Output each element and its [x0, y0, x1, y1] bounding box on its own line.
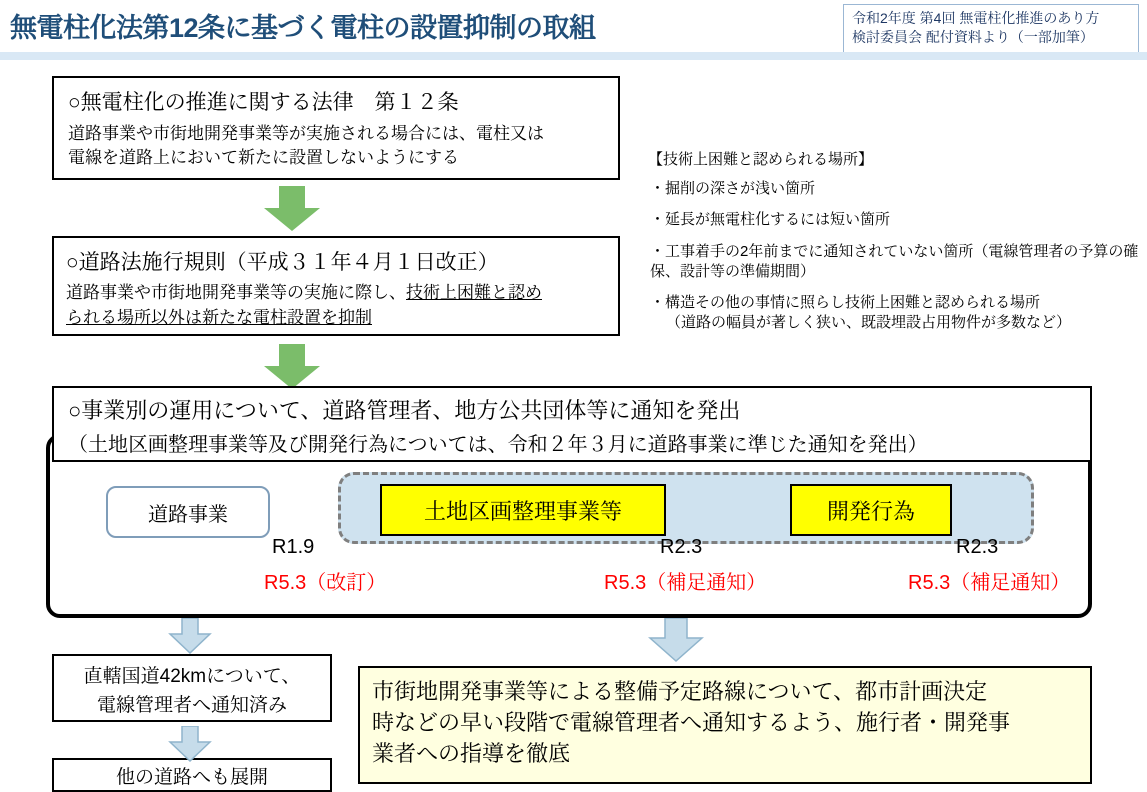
rule-body-underline-1: 技術上困難と認め	[406, 283, 542, 302]
project-land-readjustment-label: 土地区画整理事業等	[423, 498, 622, 524]
law-article-body-line-1: 道路事業や市街地開発事業等が実施される場合には、電柱又は	[68, 124, 544, 143]
guidance-summary-box	[358, 666, 1092, 784]
project-road-label: 道路事業	[148, 503, 228, 526]
project-road-revision: R5.3（改訂）	[264, 572, 387, 594]
source-line-1: 令和2年度 第4回 無電柱化推進のあり方	[852, 10, 1100, 26]
technical-difficulty-item: ・延長が無電柱化するには短い箇所	[650, 211, 891, 229]
technical-difficulty-item: ・工事着手の2年前までに通知されていない箇所（電線管理者の予算の確保、設計等の準備期間）	[650, 242, 1139, 280]
rule-body-underline-2: られる場所以外は新たな電柱設置を抑制	[66, 307, 372, 327]
law-article-body-line-2: 電線を道路上において新たに設置しないようにする	[68, 147, 459, 167]
technical-difficulty-item-text: ・構造その他の事情に照らし技術上困難と認められる場所	[650, 294, 1041, 311]
down-arrow-blue-icon-2	[168, 726, 212, 762]
source-line-2: 検討委員会 配付資料より（一部加筆）	[852, 28, 1094, 45]
header-divider	[0, 52, 1147, 60]
technical-difficulty-item	[648, 293, 1140, 334]
law-article-box	[52, 76, 620, 180]
national-highway-box	[52, 654, 332, 722]
project-road-date: R1.9	[272, 536, 315, 558]
source-note	[843, 4, 1139, 53]
national-highway-line-1: 直轄国道42kmについて、	[83, 666, 301, 687]
down-arrow-green-icon	[262, 186, 322, 232]
notice-line-1: ○事業別の運用について、道路管理者、地方公共団体等に通知を発出	[68, 398, 741, 423]
technical-difficulty-item: ・掘削の深さが浅い箇所	[650, 180, 816, 197]
down-arrow-green-icon-2	[262, 344, 322, 390]
project-land-date: R2.3	[660, 536, 703, 558]
project-land-readjustment-pill[interactable]	[380, 484, 666, 536]
rule-body-plain: 道路事業や市街地開発事業等の実施に際し、	[66, 283, 406, 302]
technical-difficulty-heading: 【技術上困難と認められる場所】	[648, 151, 874, 168]
other-roads-label: 他の道路へも展開	[115, 767, 268, 788]
down-arrow-blue-icon-1	[168, 618, 212, 654]
project-development-act-label: 開発行為	[826, 498, 915, 524]
notice-issued-box	[52, 386, 1092, 462]
project-development-date: R2.3	[956, 536, 999, 558]
down-arrow-blue-icon-3	[648, 618, 704, 662]
project-road-pill[interactable]	[106, 486, 270, 538]
project-development-act-pill[interactable]	[790, 484, 952, 536]
page-title: 無電柱化法第12条に基づく電柱の設置抑制の取組	[10, 13, 596, 43]
other-roads-box	[52, 758, 332, 792]
guidance-line-1: 市街地開発事業等による整備予定路線について、都市計画決定	[372, 679, 988, 704]
law-article-heading: ○無電柱化の推進に関する法律 第１２条	[68, 91, 459, 114]
national-highway-line-2: 電線管理者へ通知済み	[96, 695, 287, 717]
road-act-rule-box	[52, 236, 620, 336]
project-land-revision: R5.3（補足通知）	[604, 572, 767, 594]
project-development-revision: R5.3（補足通知）	[908, 572, 1071, 594]
technical-difficulty-item-sub: （道路の幅員が著しく狭い、既設埋設占用物件が多数など）	[666, 314, 1072, 332]
guidance-line-2: 時などの早い段階で電線管理者へ通知するよう、施行者・開発事	[372, 710, 1011, 736]
notice-line-2: （土地区画整理事業等及び開発行為については、令和２年３月に道路事業に準じた通知を発出）	[68, 434, 928, 456]
rule-heading: ○道路法施行規則（平成３１年４月１日改正）	[66, 251, 499, 274]
guidance-line-3: 業者への指導を徹底	[372, 741, 571, 767]
technical-difficulty-note	[648, 148, 1140, 345]
